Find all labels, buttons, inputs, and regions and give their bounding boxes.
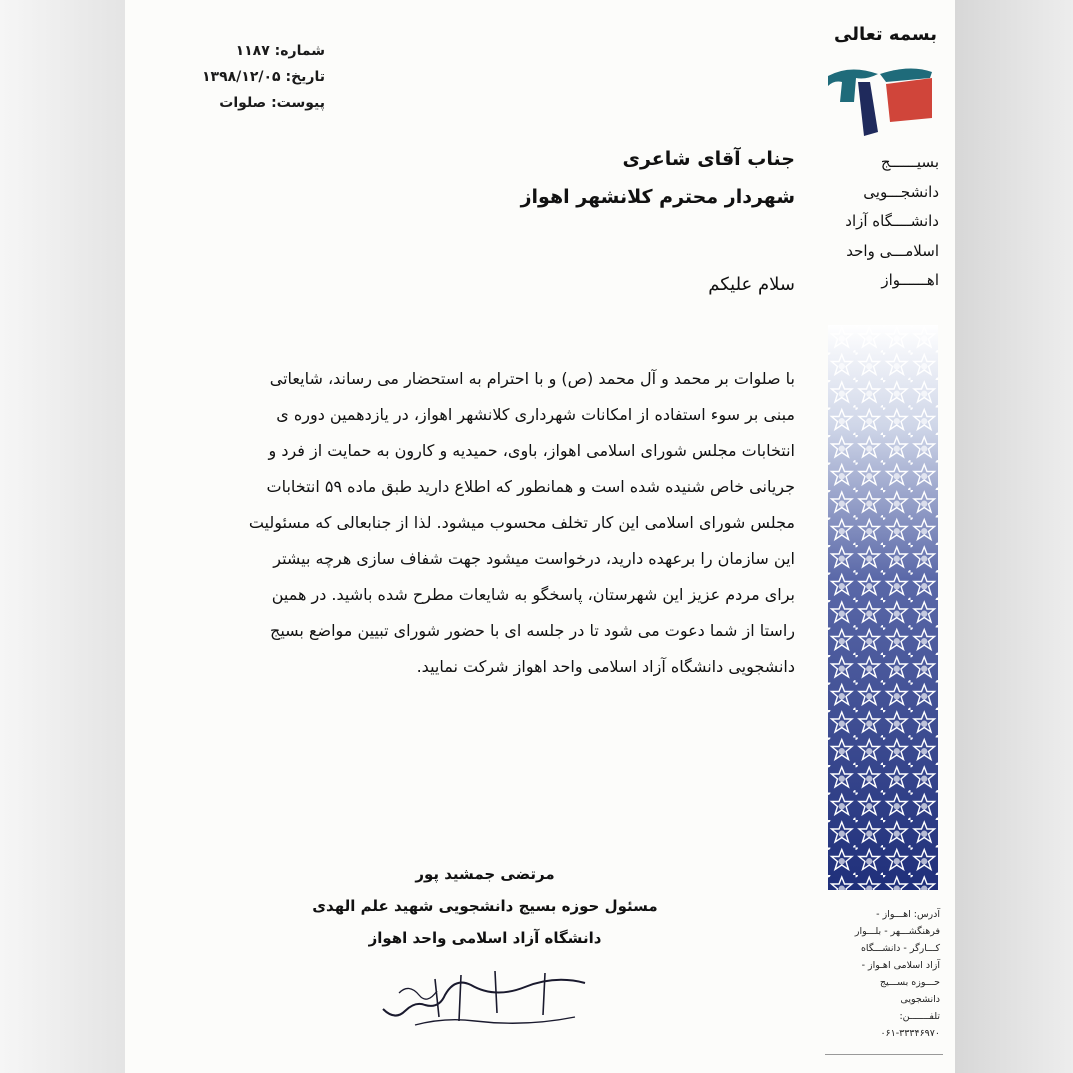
letter-attachment-label: پیوست:: [271, 95, 325, 111]
background-left-margin: [0, 0, 125, 1073]
letter-number-row: [155, 38, 325, 64]
address-line: آدرس: اهـــواز -: [876, 909, 940, 920]
letter-page: [125, 0, 955, 1073]
body-line: مبنی بر سوء استفاده از امکانات شهرداری کلانشهر اهواز، در یازدهمین دوره ی: [276, 405, 795, 424]
body-line: این سازمان را برعهده دارید، درخواست میشود جهت شفاف سازی هرچه بیشتر: [273, 549, 795, 568]
letter-attachment-value: صلوات: [219, 95, 267, 111]
body-line: دانشجویی دانشگاه آزاد اسلامی واحد اهواز شرکت نمایید.: [416, 657, 795, 676]
org-line: بسیــــــج: [880, 153, 939, 171]
address-line: تلفـــــــن:: [899, 1011, 940, 1022]
letterhead-address: [828, 906, 940, 1042]
address-line: کـــارگر - دانشـــگاه: [860, 943, 940, 954]
letter-number-label: شماره:: [274, 43, 325, 59]
body-line: مجلس شورای اسلامی این کار تخلف محسوب میشود. لذا از جنابعالی که مسئولیت: [248, 513, 795, 532]
address-divider: [825, 1054, 943, 1055]
basij-logo-icon: [820, 62, 940, 146]
signatory-title: مسئول حوزه بسیج دانشجویی شهید علم الهدی: [312, 897, 658, 915]
signatory-name: مرتضی جمشید پور: [415, 865, 555, 883]
recipient-title: شهردار محترم کلانشهر اهواز: [520, 186, 795, 208]
letter-meta: [155, 38, 325, 116]
org-line: دانشجـــویی: [863, 182, 939, 201]
letter-attachment-row: [155, 90, 325, 116]
body-line: جریانی خاص شنیده شده است و همانطور که اطلاع دارید طبق ماده ۵۹ انتخابات: [266, 477, 795, 496]
recipient-name: جناب آقای شاعری: [622, 148, 795, 170]
signatory-unit: دانشگاه آزاد اسلامی واحد اهواز: [368, 929, 602, 947]
basmala-heading: بسمه تعالی: [834, 24, 937, 45]
org-line: اهــــــواز: [881, 271, 939, 289]
address-line: حـــوزه بســـیج: [879, 977, 940, 988]
body-line: راستا از شما دعوت می شود تا در جلسه ای با حضور شورای تبیین مواضع بسیج: [270, 621, 795, 640]
letter-date-row: [155, 64, 325, 90]
organization-name: [814, 148, 939, 296]
signature-block: [305, 858, 665, 954]
address-phone: ۰۶۱-۳۳۳۴۶۹۷۰: [880, 1028, 940, 1039]
letter-date-value: ۱۳۹۸/۱۲/۰۵: [202, 69, 281, 85]
letter-date-label: تاریخ:: [285, 69, 325, 85]
background-right-margin: [955, 0, 1073, 1073]
body-line: انتخابات مجلس شورای اسلامی اهواز، باوی، حمیدیه و کارون به حمایت از فرد و: [268, 441, 795, 460]
org-line: دانشــــگاه آزاد: [845, 212, 939, 230]
greeting: سلام علیکم: [708, 274, 795, 295]
letter-body: [248, 361, 795, 685]
handwritten-signature: [375, 965, 605, 1035]
org-line: اسلامـــی واحد: [846, 241, 939, 260]
body-line: برای مردم عزیز این شهرستان، پاسخگو به شایعات مطرح شده باشید. در همین: [271, 585, 795, 604]
address-line: آزاد اسلامی اهـواز -: [861, 960, 940, 971]
islamic-pattern-strip: [828, 325, 938, 890]
body-line: با صلوات بر محمد و آل محمد (ص) و با احترام به استحضار می رساند، شایعاتی: [269, 369, 795, 388]
address-line: دانشجویی: [900, 994, 940, 1005]
recipient-block: [521, 140, 795, 216]
address-line: فرهنگشـــهر - بلـــوار: [854, 926, 940, 937]
letter-number-value: ۱۱۸۷: [235, 43, 270, 59]
